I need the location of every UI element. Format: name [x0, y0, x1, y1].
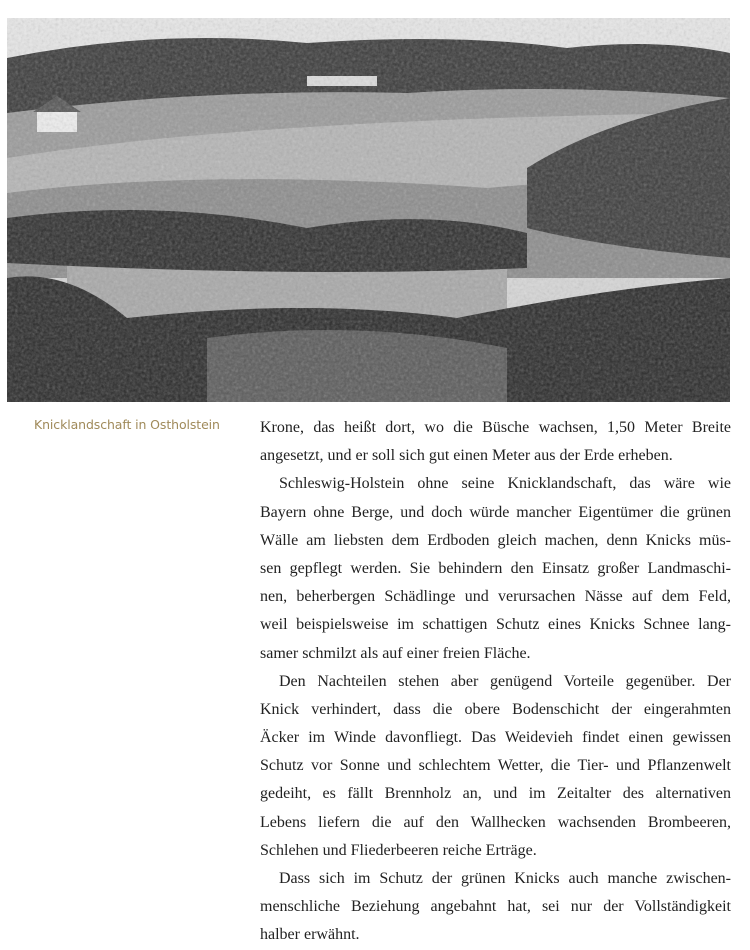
- text-line: nen, beherbergen Schädlinge und verursachen Nässe auf dem Feld,: [260, 588, 731, 606]
- text-line: Knick verhindert, dass die obere Bodenschicht der eingerahmten: [260, 700, 731, 718]
- paragraph: [260, 865, 731, 950]
- article-body: [260, 414, 731, 950]
- text-line: halber erwähnt.: [260, 926, 360, 944]
- text-line: gedeiht, es fällt Brennholz an, und im Zeitalter des alternativen: [260, 785, 731, 803]
- text-line: Schleswig-Holstein ohne seine Knicklandschaft, das wäre wie: [279, 475, 731, 493]
- paragraph: [260, 668, 731, 865]
- text-line: angesetzt, und er soll sich gut einen Meter aus der Erde erheben.: [260, 447, 673, 465]
- text-line: Schutz vor Sonne und schlechtem Wetter, die Tier- und Pflanzenwelt: [260, 757, 731, 775]
- text-line: samer schmilzt als auf einer freien Fläche.: [260, 644, 531, 662]
- text-line: Äcker im Winde davonfliegt. Das Weidevieh findet einen gewissen: [260, 729, 731, 747]
- text-line: Wälle am liebsten dem Erdboden gleich machen, denn Knicks müs-: [260, 531, 731, 549]
- paragraph: [260, 470, 731, 667]
- landscape-photo: [7, 18, 730, 402]
- text-line: Dass sich im Schutz der grünen Knicks auch manche zwischen-: [279, 870, 731, 887]
- text-line: Bayern ohne Berge, und doch würde mancher Eigentümer die grünen: [260, 503, 731, 521]
- text-line: Lebens liefern die auf den Wallhecken wachsenden Brombeeren,: [260, 813, 731, 831]
- text-line: menschliche Beziehung angebahnt hat, sei nur der Vollständigkeit: [260, 898, 731, 916]
- text-line: Den Nachteilen stehen aber genügend Vorteile gegenüber. Der: [279, 672, 731, 690]
- text-line: Krone, das heißt dort, wo die Büsche wachsen, 1,50 Meter Breite: [260, 419, 731, 436]
- photo-caption: Knicklandschaft in Ostholstein: [34, 417, 220, 432]
- text-line: weil beispielsweise im schattigen Schutz eines Knicks Schnee lang-: [260, 616, 731, 634]
- text-line: Schlehen und Fliederbeeren reiche Erträge.: [260, 841, 537, 859]
- text-line: sen gepflegt werden. Sie behindern den Einsatz großer Landmaschi-: [260, 559, 731, 577]
- paragraph: [260, 414, 731, 470]
